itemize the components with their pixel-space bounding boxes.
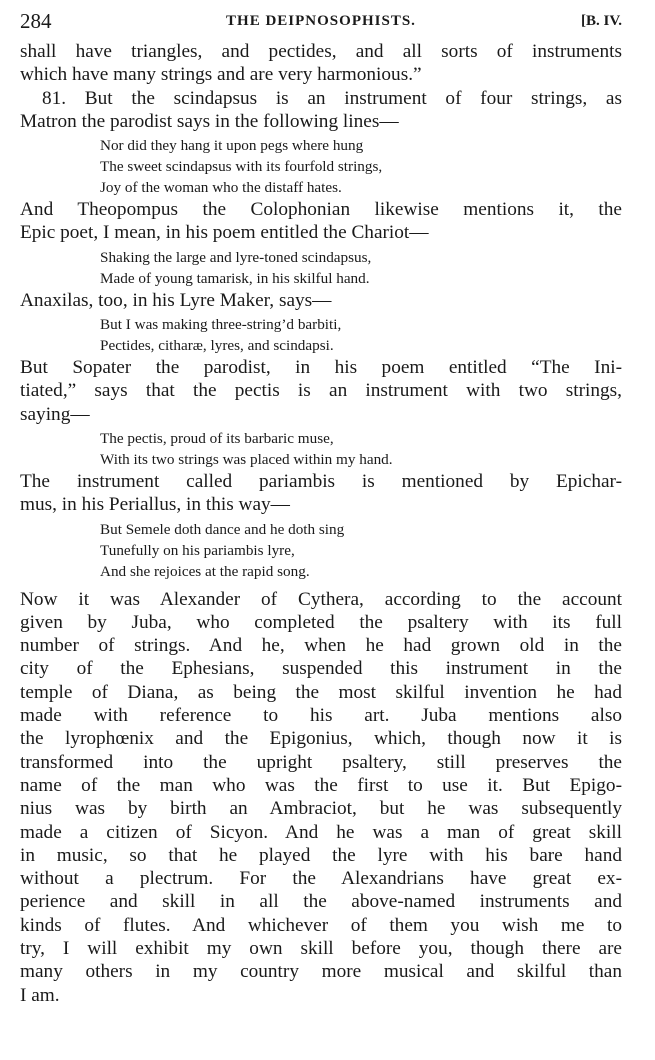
verse-line: With its two strings was placed within my hand. xyxy=(100,450,393,468)
text-line: Epic poet, I mean, in his poem entitled the Chariot— xyxy=(20,222,429,244)
paragraph xyxy=(20,470,622,517)
verse-line: Nor did they hang it upon pegs where hung xyxy=(100,137,364,155)
text-line: shall have triangles, and pectides, and all sorts of instruments xyxy=(20,41,622,62)
text-line: nius was by birth an Ambraciot, but he was subsequently xyxy=(20,798,622,820)
text-line: in music, so that he played the lyre with his bare hand xyxy=(20,844,622,866)
verse-quotation xyxy=(20,314,622,356)
text-line: the lyrophœnix and the Epigonius, which, though now it is xyxy=(20,728,622,750)
text-line: try, I will exhibit my own skill before you, though there are xyxy=(20,938,622,960)
paragraph xyxy=(20,588,622,1007)
text-line: many others in my country more musical and skilful than xyxy=(20,961,622,983)
text-line: city of the Ephesians, suspended this instrument in the xyxy=(20,658,622,680)
book-page xyxy=(20,8,622,1007)
paragraph xyxy=(20,356,622,426)
verse-line: The sweet scindapsus with its fourfold strings, xyxy=(100,158,383,176)
verse-quotation xyxy=(20,428,622,470)
verse-line: But I was making three-string’d barbiti, xyxy=(100,316,342,334)
text-line: Matron the parodist says in the following lines— xyxy=(20,110,399,132)
verse-line: But Semele doth dance and he doth sing xyxy=(100,520,345,538)
text-line: perience and skill in all the above-named instruments and xyxy=(20,891,622,913)
text-line: given by Juba, who completed the psaltery with its full xyxy=(20,611,622,633)
verse-line: Joy of the woman who the distaff hates. xyxy=(100,179,342,197)
text-line: kinds of flutes. And whichever of them you wish me to xyxy=(20,914,622,936)
running-title: THE DEIPNOSOPHISTS. xyxy=(226,13,416,29)
text-line: tiated,” says that the pectis is an instrument with two strings, xyxy=(20,380,622,402)
verse-quotation xyxy=(20,247,622,289)
verse-line: Tunefully on his pariambis lyre, xyxy=(100,541,295,559)
text-line: made a citizen of Sicyon. And he was a man of great skill xyxy=(20,821,622,843)
text-line: Anaxilas, too, in his Lyre Maker, says— xyxy=(20,289,332,311)
paragraph xyxy=(20,198,622,245)
text-line: Now it was Alexander of Cythera, according to the account xyxy=(20,588,622,610)
verse-line: Shaking the large and lyre-toned scindapsus, xyxy=(100,248,372,266)
paragraph-continuation xyxy=(20,40,622,87)
text-line: name of the man who was the first to use it. But Epigo- xyxy=(20,774,622,796)
verse-quotation xyxy=(20,135,622,198)
text-line: saying— xyxy=(20,403,90,425)
page-number: 284 xyxy=(20,9,52,33)
verse-quotation xyxy=(20,519,622,582)
paragraph xyxy=(20,289,622,312)
text-line: 81. But the scindapsus is an instrument of four strings, as xyxy=(42,87,622,109)
text-line: And Theopompus the Colophonian likewise mentions it, the xyxy=(20,199,622,221)
text-line: number of strings. And he, when he had grown old in the xyxy=(20,635,622,657)
paragraph-81 xyxy=(20,87,622,134)
verse-line: Pectides, citharæ, lyres, and scindapsi. xyxy=(100,337,334,355)
text-line: without a plectrum. For the Alexandrians have great ex- xyxy=(20,868,622,890)
verse-line: And she rejoices at the rapid song. xyxy=(100,562,310,580)
text-line: which have many strings and are very harmonious.” xyxy=(20,64,422,86)
book-section: [B. IV. xyxy=(581,13,622,29)
text-line: mus, in his Periallus, in this way— xyxy=(20,494,290,516)
text-line: But Sopater the parodist, in his poem entitled “The Ini- xyxy=(20,357,622,379)
text-line: temple of Diana, as being the most skilful invention he had xyxy=(20,681,622,703)
text-line: I am. xyxy=(20,984,60,1006)
page-header xyxy=(20,8,622,34)
verse-line: The pectis, proud of its barbaric muse, xyxy=(100,429,334,447)
text-line: transformed into the upright psaltery, still preserves the xyxy=(20,751,622,773)
text-line: made with reference to his art. Juba mentions also xyxy=(20,705,622,727)
verse-line: Made of young tamarisk, in his skilful hand. xyxy=(100,269,370,287)
text-line: The instrument called pariambis is mentioned by Epichar- xyxy=(20,470,622,492)
